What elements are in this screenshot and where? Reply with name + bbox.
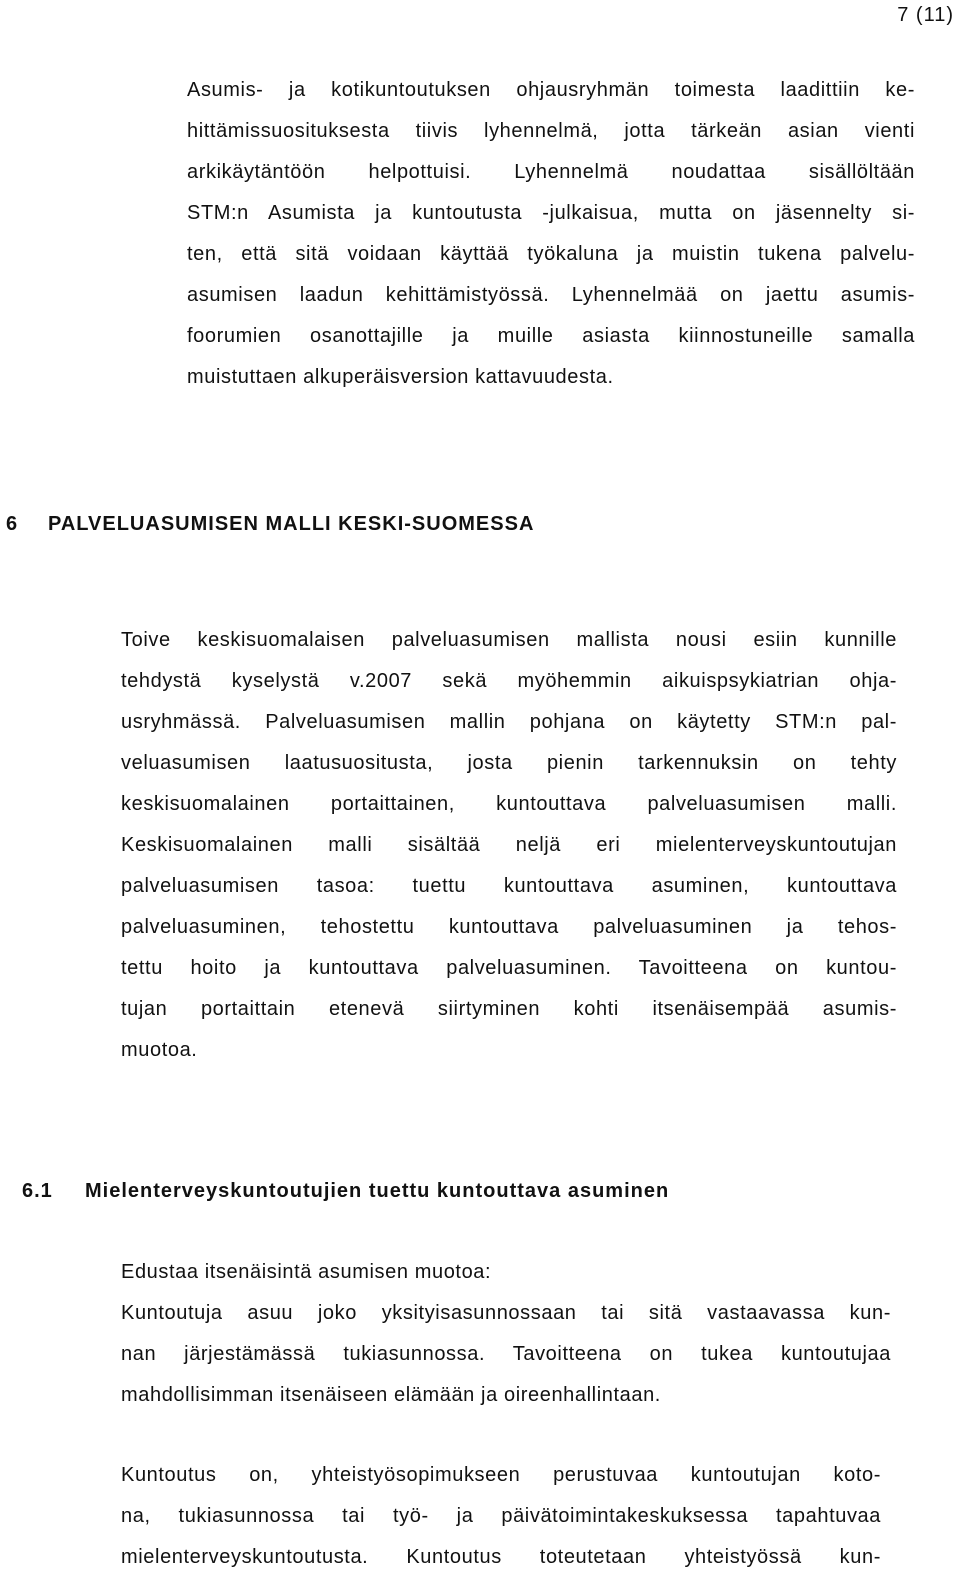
text-line: asumisen laadun kehittämistyössä. Lyhennelmää on jaettu asumis- bbox=[187, 284, 915, 306]
intro-paragraph bbox=[187, 70, 915, 398]
text-line: Edustaa itsenäisintä asumisen muotoa: bbox=[121, 1261, 492, 1283]
text-line: Asumis- ja kotikuntoutuksen ohjausryhmän toimesta laadittiin ke- bbox=[187, 79, 915, 101]
subsection-title: Mielenterveyskuntoutujien tuettu kuntouttava asuminen bbox=[85, 1180, 670, 1202]
text-line: Toive keskisuomalaisen palveluasumisen mallista nousi esiin kunnille bbox=[121, 629, 897, 651]
text-line: nan järjestämässä tukiasunnossa. Tavoitteena on tukea kuntoutujaa bbox=[121, 1343, 891, 1365]
text-line: na, tukiasunnossa tai työ- ja päivätoimintakeskuksessa tapahtuvaa bbox=[121, 1505, 881, 1527]
subsection-paragraph bbox=[121, 1252, 891, 1416]
text-line: muistuttaen alkuperäisversion kattavuudesta. bbox=[187, 366, 614, 388]
text-line: mahdollisimman itsenäiseen elämään ja oireenhallintaan. bbox=[121, 1384, 661, 1406]
text-line: ten, että sitä voidaan käyttää työkaluna ja muistin tukena palvelu- bbox=[187, 243, 915, 265]
page-number: 7 (11) bbox=[897, 4, 954, 26]
text-line: mielenterveyskuntoutusta. Kuntoutus toteutetaan yhteistyössä kun- bbox=[121, 1546, 881, 1568]
subsection-paragraph bbox=[121, 1455, 881, 1578]
section-paragraph bbox=[121, 620, 897, 1071]
text-line: palveluasuminen, tehostettu kuntouttava palveluasuminen ja tehos- bbox=[121, 916, 897, 938]
subsection-number: 6.1 bbox=[22, 1180, 53, 1202]
subsection-heading bbox=[22, 1180, 669, 1203]
text-line: Keskisuomalainen malli sisältää neljä eri mielenterveyskuntoutujan bbox=[121, 834, 897, 856]
section-number: 6 bbox=[6, 513, 19, 535]
section-title: PALVELUASUMISEN MALLI KESKI-SUOMESSA bbox=[48, 513, 535, 535]
text-line: hittämissuosituksesta tiivis lyhennelmä, jotta tärkeän asian vienti bbox=[187, 120, 915, 142]
text-line: veluasumisen laatusuositusta, josta pienin tarkennuksin on tehty bbox=[121, 752, 897, 774]
text-line: palveluasumisen tasoa: tuettu kuntouttava asuminen, kuntouttava bbox=[121, 875, 897, 897]
section-heading bbox=[6, 513, 534, 536]
text-line: arkikäytäntöön helpottuisi. Lyhennelmä noudattaa sisällöltään bbox=[187, 161, 915, 183]
text-line: tettu hoito ja kuntouttava palveluasuminen. Tavoitteena on kuntou- bbox=[121, 957, 897, 979]
text-line: Kuntoutus on, yhteistyösopimukseen perustuvaa kuntoutujan koto- bbox=[121, 1464, 881, 1486]
text-line: STM:n Asumista ja kuntoutusta -julkaisua, mutta on jäsennelty si- bbox=[187, 202, 915, 224]
text-line: muotoa. bbox=[121, 1039, 198, 1061]
text-line: keskisuomalainen portaittainen, kuntouttava palveluasumisen malli. bbox=[121, 793, 897, 815]
text-line: Kuntoutuja asuu joko yksityisasunnossaan tai sitä vastaavassa kun- bbox=[121, 1302, 891, 1324]
text-line: tehdystä kyselystä v.2007 sekä myöhemmin aikuispsykiatrian ohja- bbox=[121, 670, 897, 692]
text-line: usryhmässä. Palveluasumisen mallin pohjana on käytetty STM:n pal- bbox=[121, 711, 897, 733]
text-line: foorumien osanottajille ja muille asiasta kiinnostuneille samalla bbox=[187, 325, 915, 347]
text-line: tujan portaittain etenevä siirtyminen kohti itsenäisempää asumis- bbox=[121, 998, 897, 1020]
